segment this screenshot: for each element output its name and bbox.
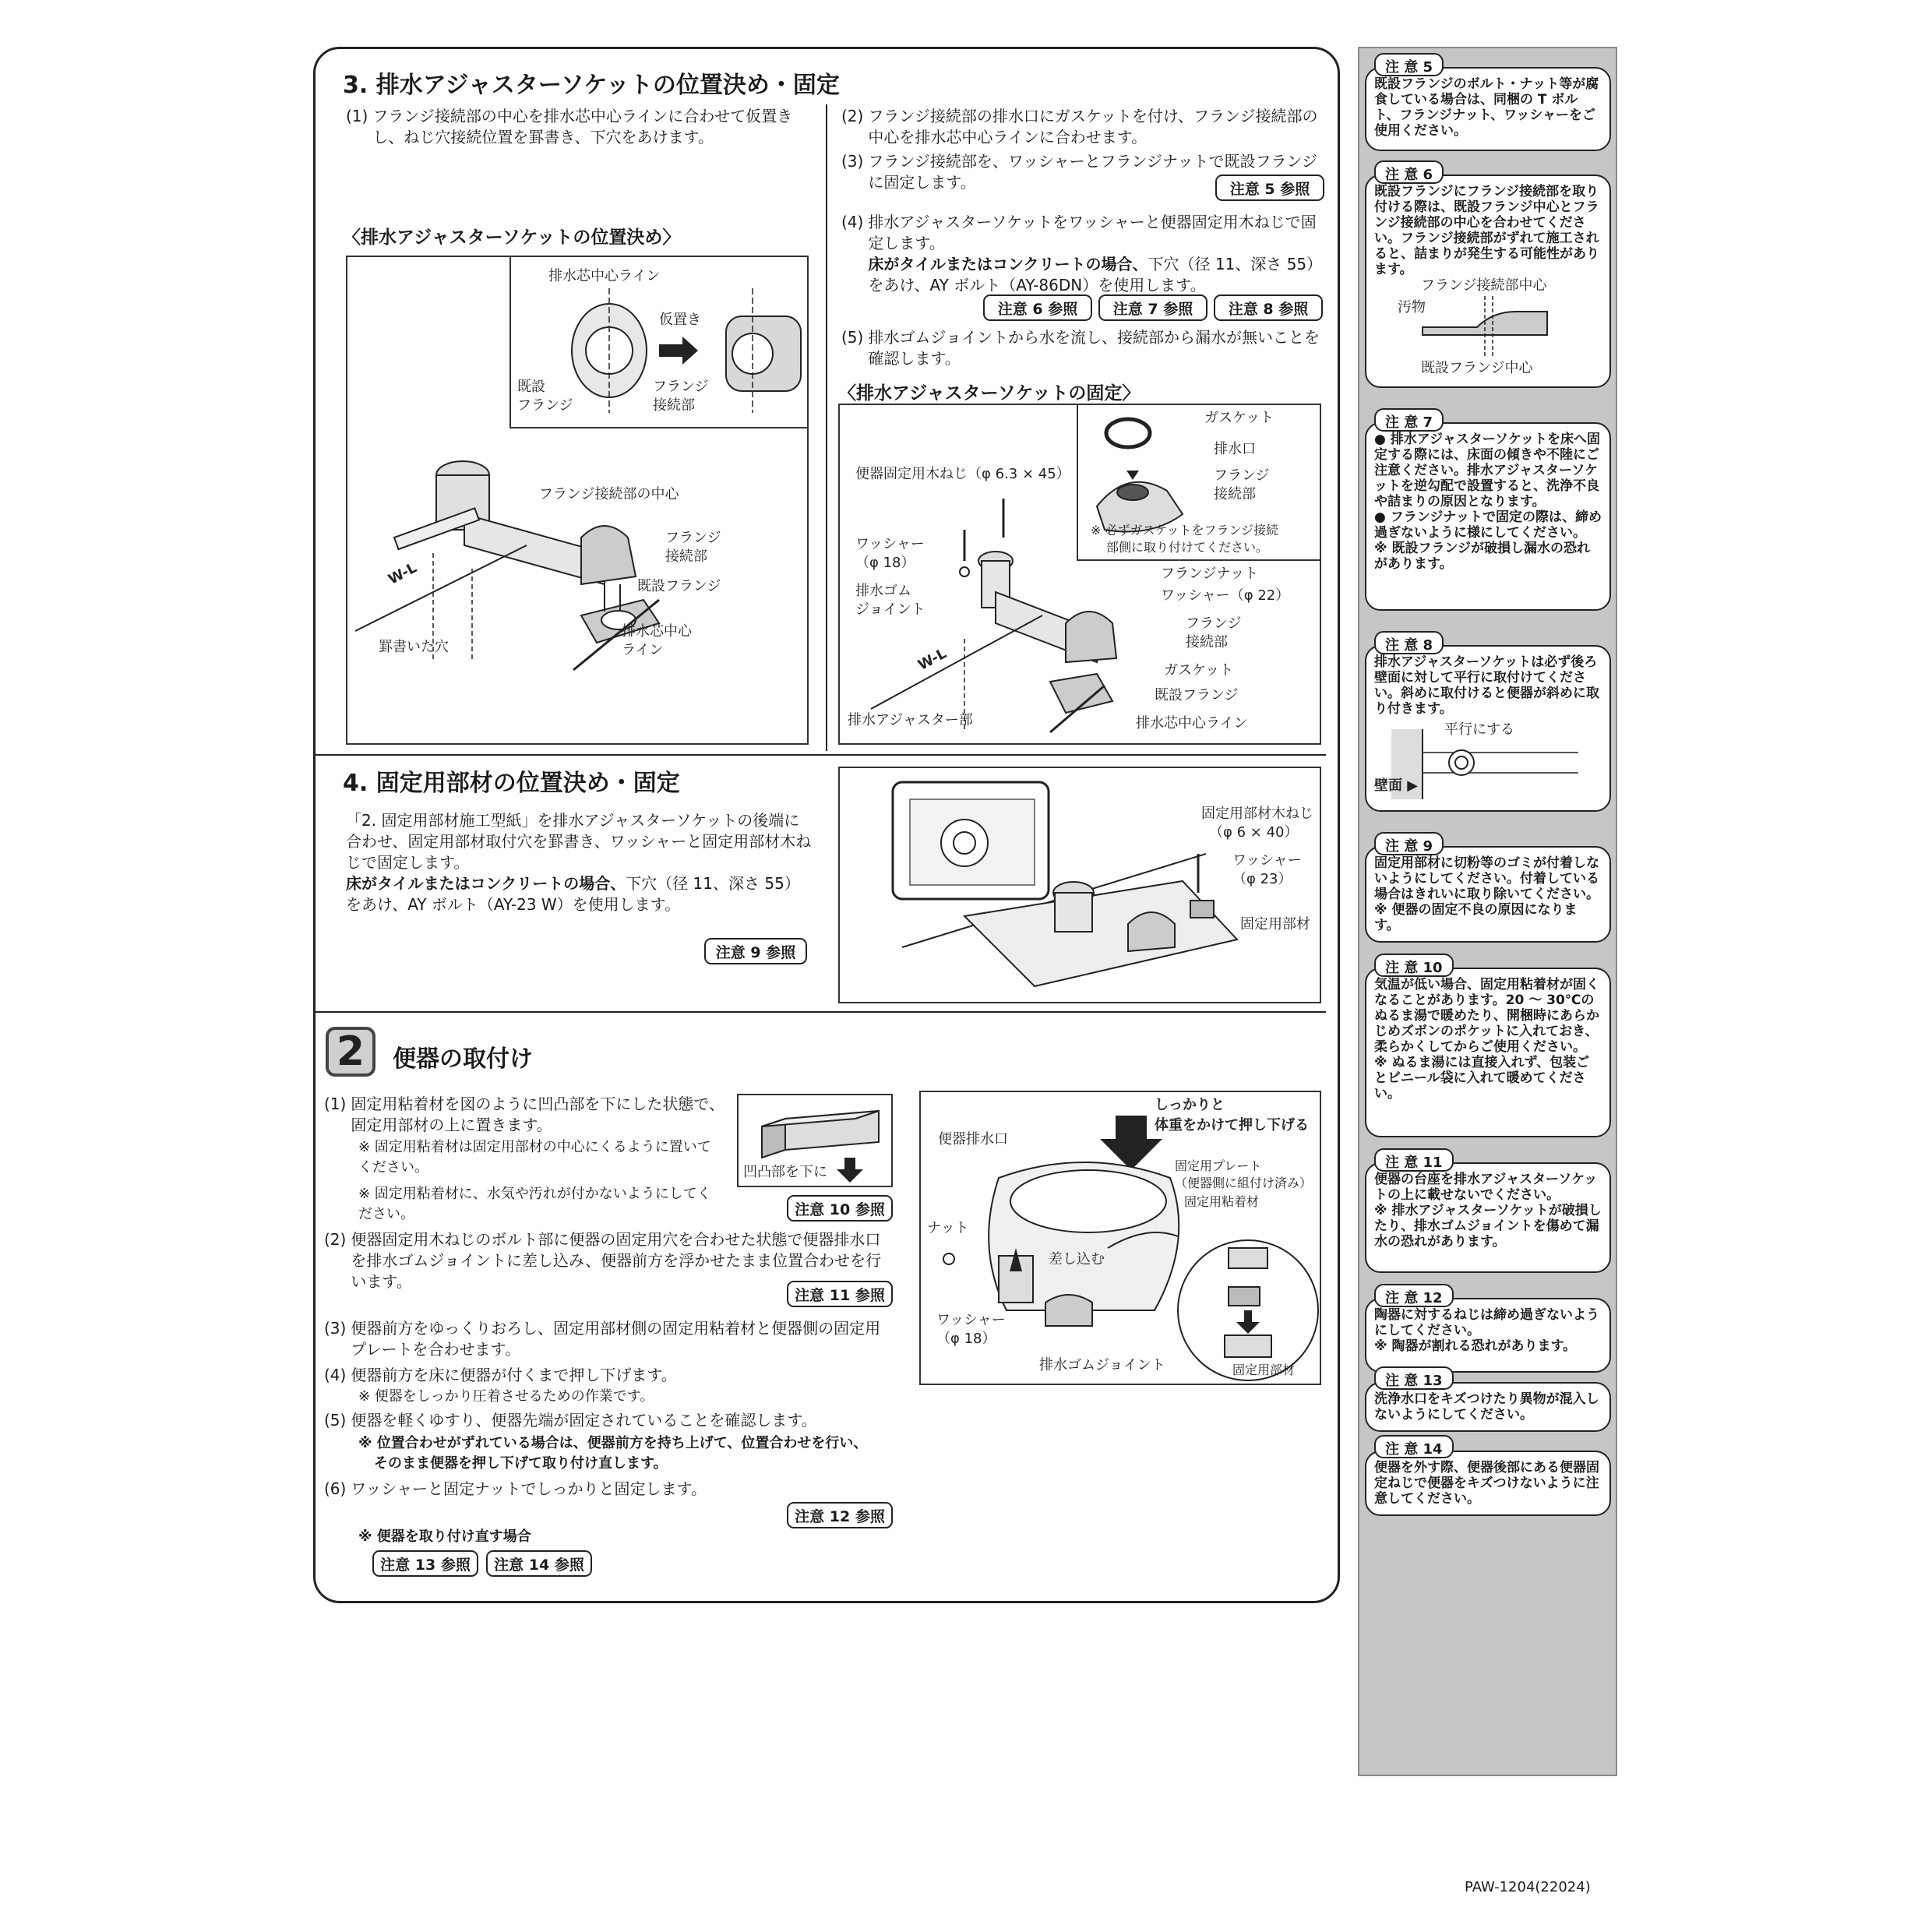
label-fix-note-1: ※ 必ずガスケットをフランジ接続 [1091,523,1279,538]
label-member-screw-size: （φ 6 × 40） [1209,824,1299,841]
positioning-figure [346,256,809,745]
note9-box: 固定用部材に切粉等のゴミが付着しないようにしてください。付着している場合はきれいに取り除いてください。 ※ 便器の固定不良の原因になります。 [1365,846,1611,943]
section2-step3: (3) 便器前方をゆっくりおろし、固定用部材側の固定用粘着材と便器側の固定用プレートを合わせます。 [324,1319,881,1359]
label-screw: 便器固定用木ねじ（φ 6.3 × 45） [855,466,1070,482]
ref-note11-button[interactable]: 注意 11 参照 [787,1281,893,1307]
ref-note12-button[interactable]: 注意 12 参照 [787,1502,893,1528]
label-member-washer-size: （φ 23） [1232,871,1292,887]
note12-box: 陶器に対するねじは締め過ぎないようにしてください。 ※ 陶器が割れる恐れがあります。 [1365,1298,1611,1373]
column-divider [826,104,827,751]
ref-note13-button[interactable]: 注意 13 参照 [372,1550,478,1577]
label-member: 固定用部材 [1240,916,1310,933]
label-flange-conn-2: 接続部 [1214,486,1256,502]
section-divider-1 [313,754,1326,756]
note8-box: 排水アジャスターソケットは必ず後ろ壁面に対して平行に取付けてください。斜めに取付けると便器が斜めに取り付きます。 平行にする 壁面 ▶ [1365,645,1611,812]
section2-step1-note1: ※ 固定用粘着材は固定用部材の中心にくるように置いてください。 [358,1139,711,1176]
note14-box: 便器を外す際、便器後部にある便器固定ねじで便器をキズつけないように注意してください。 [1365,1451,1611,1516]
subheading-positioning: 〈排水アジャスターソケットの位置決め〉 [343,227,681,248]
section4-figure [838,767,1321,1003]
document-code: PAW-1204(22024) [1465,1879,1591,1895]
label-plate-1: 固定用プレート [1175,1158,1262,1173]
note6-tab: 注 意 6 [1374,160,1444,184]
label-existing-flange-2: フランジ [517,397,573,414]
note6-box: 既設フランジにフランジ接続部を取り付ける際は、既設フランジ中心とフランジ接続部の中心を合わせてください。フランジ接続部がずれて施工されると、詰まりが発生する可能性があります。 フランジ接続部中心 汚物 既設フランジ中心 [1365,175,1611,388]
section3-title: 3. 排水アジャスターソケットの位置決め・固定 [343,72,840,99]
section2-step5-note1: ※ 位置合わせがずれている場合は、便器前方を持ち上げて、位置合わせを行い、 [358,1435,868,1451]
section2-step6: (6) ワッシャーと固定ナットでしっかりと固定します。 [324,1479,707,1498]
label-center-line-a: 排水芯中心 [622,623,692,640]
label-flange-nut: フランジナット [1161,566,1259,582]
toilet-install-figure [919,1091,1321,1385]
section2-badge: 2 [326,1027,375,1077]
label-insert: 差し込む [1049,1251,1105,1267]
note8-tab: 注 意 8 [1374,631,1444,654]
label-drain: 排水口 [1214,441,1256,457]
label-center-line-b: ライン [622,642,664,658]
note6-label-dirt: 汚物 [1398,299,1426,316]
section4-title: 4. 固定用部材の位置決め・固定 [343,770,680,797]
label-outlet: 便器排水口 [938,1131,1008,1148]
label-flange-conn-b1: フランジ [665,530,721,546]
note10-box: 気温が低い場合、固定用粘着材が固くなることがあります。20 〜 30℃のぬるま湯で暖めたり、開梱時にあらかじめズボンのポケットに入れておき、柔らかくしてからご使用ください。 ※ ぬるま湯には直接入れず、包装ごとビニール袋に入れて暖めてください。 [1365,968,1611,1137]
note13-tab: 注 意 13 [1374,1366,1454,1390]
label-washer-2: （φ 18） [936,1331,996,1347]
label-rubber-joint: 排水ゴムジョイント [1039,1357,1165,1373]
fixing-figure [838,404,1321,745]
section2-step5-note2: そのまま便器を押し下げて取り付け直します。 [374,1455,668,1472]
ref-note14-button[interactable]: 注意 14 参照 [486,1550,592,1577]
label-press-1: しっかりと [1155,1097,1225,1113]
label-member-screw: 固定用部材木ねじ [1201,806,1313,822]
label-washer22: ワッシャー（φ 22） [1161,587,1290,604]
label-pad-down: 凹凸部を下に [743,1164,827,1180]
section2-step4: (4) 便器前方を床に便器が付くまで押し下げます。 [324,1366,677,1384]
note14-tab: 注 意 14 [1374,1435,1454,1458]
label-nut: ナット [927,1220,969,1236]
note6-label-top: フランジ接続部中心 [1421,277,1547,294]
label-existing-flange: 既設フランジ [1155,687,1239,703]
note11-box: 便器の台座を排水アジャスターソケットの上に載せないでください。 ※ 排水アジャスターソケットが破損したり、排水ゴムジョイントを傷めて漏水の恐れがあります。 [1365,1162,1611,1273]
label-flange-conn-b1: フランジ [1186,615,1242,632]
ref-note10-button[interactable]: 注意 10 参照 [787,1195,893,1222]
note5-tab: 注 意 5 [1374,53,1444,76]
note10-tab: 注 意 10 [1374,954,1454,977]
ref-note6-button[interactable]: 注意 6 参照 [983,294,1092,321]
section2-step1-note2: ※ 固定用粘着材に、水気や汚れが付かないようにしてください。 [358,1186,711,1222]
label-washer-2: （φ 18） [855,555,915,571]
label-existing-flange: 既設フランジ [637,578,721,594]
label-center-line: 排水芯中心ライン [1136,715,1248,732]
label-adjuster: 排水アジャスター部 [848,712,973,728]
label-adhesive: 固定用粘着材 [1184,1194,1260,1209]
label-existing-flange-1: 既設 [517,379,545,395]
label-wl: W-L [386,559,420,588]
label-flange-conn-1: フランジ [653,379,709,395]
section2-step1: (1) 固定用粘着材を図のように凹凸部を下にした状態で、固定用部材の上に置きます。 [324,1095,724,1134]
section2-step4-note: ※ 便器をしっかり圧着させるための作業です。 [358,1388,654,1405]
label-rubber-1: 排水ゴム [855,583,911,599]
note12-tab: 注 意 12 [1374,1284,1454,1307]
reinstall-note: ※ 便器を取り付け直す場合 [358,1528,531,1545]
ref-note5-button[interactable]: 注意 5 参照 [1215,175,1324,201]
note11-tab: 注 意 11 [1374,1148,1454,1172]
label-wl: W-L [915,645,950,674]
label-rubber-2: ジョイント [855,601,925,618]
label-temp-place: 仮置き [659,312,701,328]
label-gasket-b: ガスケット [1164,662,1234,679]
label-fix-note-2: 部側に取り付けてください。 [1106,540,1269,555]
note5-box: 既設フランジのボルト・ナット等が腐食している場合は、同梱の T ボルト、フランジナット、ワッシャーをご使用ください。 [1365,67,1611,151]
section3-step1: (1) フランジ接続部の中心を排水芯中心ラインに合わせて仮置きし、ねじ穴接続位置を罫書き、下穴をあけます。 [346,107,793,146]
label-washer-1: ワッシャー [936,1312,1006,1328]
label-flange-conn-center: フランジ接続部の中心 [539,486,679,502]
subheading-fixing: 〈排水アジャスターソケットの固定〉 [838,383,1141,404]
label-press-2: 体重をかけて押し下げる [1155,1117,1309,1133]
section3-step5: (5) 排水ゴムジョイントから水を流し、接続部から漏水が無いことを確認します。 [841,328,1320,368]
label-center-line: 排水芯中心ライン [548,268,661,284]
note7-box: ● 排水アジャスターソケットを床へ固定する際には、床面の傾きや不陸にご注意ください。排水アジャスターソケットを逆勾配で設置すると、洗浄不良や詰まりの原因となります。 ● フランジナットで固定の際は、締め過ぎないように様にしてください。 ※ 既設フランジが破損し漏水の恐れがあります。 [1365,422,1611,611]
label-flange-conn-b2: 接続部 [665,548,707,565]
section3-step4: (4) 排水アジャスターソケットをワッシャーと便器固定用木ねじで固定します。 床がタイルまたはコンクリートの場合、下穴（径 11、深さ 55）をあけ、AY ボルト（AY-86DN）を使用します。 [841,213,1323,294]
label-marked-hole: 罫書いた穴 [379,639,449,655]
note8-label-parallel: 平行にする [1444,721,1514,738]
section3-step3: (3) フランジ接続部を、ワッシャーとフランジナットで既設フランジに固定します。 [841,152,1318,192]
ref-note7-button[interactable]: 注意 7 参照 [1098,294,1208,321]
label-member-washer: ワッシャー [1232,852,1302,869]
label-gasket: ガスケット [1204,410,1274,426]
section2-step2: (2) 便器固定用木ねじのボルト部に便器の固定用穴を合わせた状態で便器排水口を排水ゴムジョイントに差し込み、便器前方を浮かせたまま位置合わせを行います。 [324,1230,882,1291]
section-divider-2 [313,1011,1326,1013]
section4-body: 「2. 固定用部材施工型紙」を排水アジャスターソケットの後端に合わせ、固定用部材取付穴を罫書き、ワッシャーと固定用部材木ねじで固定します。 床がタイルまたはコンクリートの場合、下穴（径 11、深さ 55）をあけ、AY ボルト（AY-23 W）を使用します。 [346,811,812,914]
label-flange-conn-2: 接続部 [653,397,695,414]
adhesive-pad-figure [737,1094,893,1187]
note13-box: 洗浄水口をキズつけたり異物が混入しないようにしてください。 [1365,1382,1611,1432]
section2-step5: (5) 便器を軽くゆすり、便器先端が固定されていることを確認します。 [324,1411,817,1430]
label-member: 固定用部材 [1232,1363,1296,1377]
note8-label-wall: 壁面 ▶ [1374,777,1419,794]
label-flange-conn-b2: 接続部 [1186,634,1228,650]
note9-tab: 注 意 9 [1374,832,1444,855]
ref-note8-button[interactable]: 注意 8 参照 [1214,294,1323,321]
note7-tab: 注 意 7 [1374,408,1444,432]
ref-note9-button[interactable]: 注意 9 参照 [704,938,807,964]
label-plate-2: （便器側に組付け済み） [1175,1176,1313,1190]
label-flange-conn-1: フランジ [1214,467,1270,484]
section3-step2: (2) フランジ接続部の排水口にガスケットを付け、フランジ接続部の中心を排水芯中心ラインに合わせます。 [841,107,1318,146]
label-washer-1: ワッシャー [855,536,925,552]
note6-label-bottom: 既設フランジ中心 [1421,360,1533,376]
section2-title: 便器の取付け [393,1045,533,1073]
